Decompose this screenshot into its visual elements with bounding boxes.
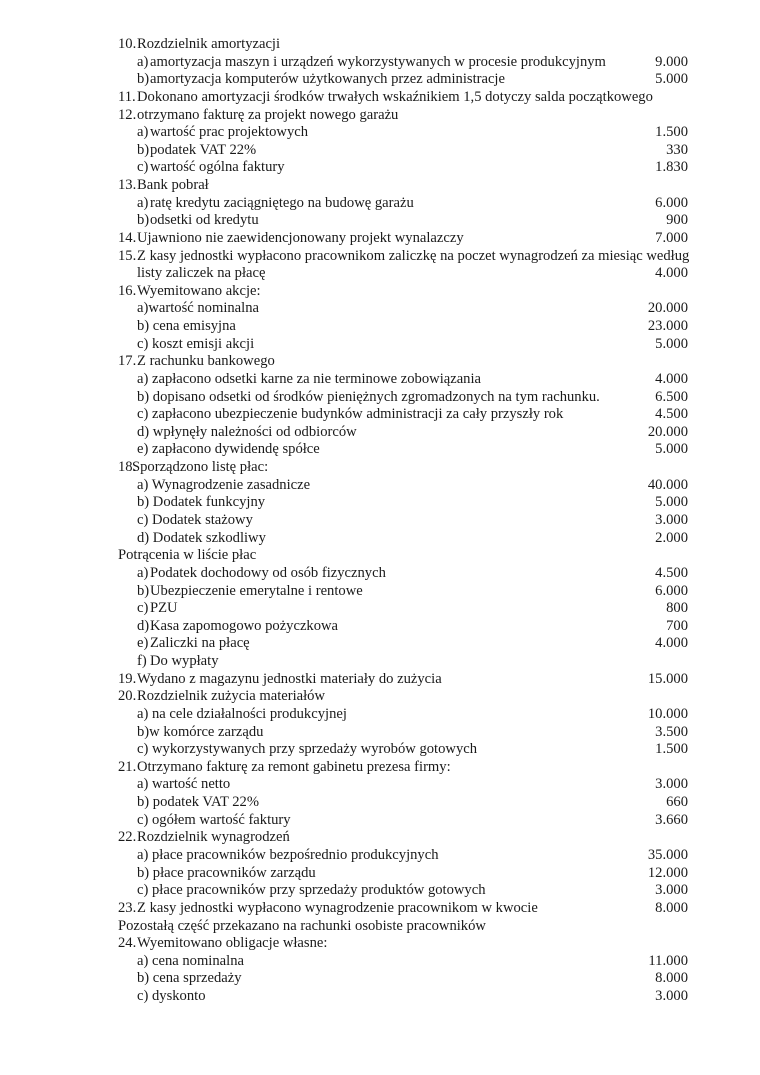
document-line bbox=[0, 529, 760, 547]
line-marker: f) bbox=[137, 653, 147, 670]
line-amount: 12.000 bbox=[647, 864, 688, 881]
document-line bbox=[0, 740, 760, 758]
document-line bbox=[0, 758, 760, 776]
line-text: Dokonano amortyzacji środków trwałych wskaźnikiem 1,5 dotyczy salda początkowego bbox=[137, 88, 653, 105]
line-marker: c) bbox=[137, 600, 149, 617]
line-amount: 1.500 bbox=[655, 741, 688, 758]
line-amount: 3.000 bbox=[655, 512, 688, 528]
line-text: Potrącenia w liście płac bbox=[118, 547, 257, 564]
line-text: Podatek dochodowy od osób fizycznych bbox=[150, 564, 386, 581]
line-amount: 4.500 bbox=[655, 564, 688, 581]
document-line bbox=[0, 106, 760, 124]
line-text: otrzymano fakturę za projekt nowego garażu bbox=[137, 106, 399, 123]
document-line bbox=[0, 123, 760, 141]
line-amount: 900 bbox=[666, 212, 688, 229]
document-line bbox=[0, 617, 760, 635]
line-text: a) płace pracowników bezpośrednio produkcyjnych bbox=[137, 846, 439, 863]
line-marker: 13. bbox=[118, 177, 137, 194]
line-amount: 5.000 bbox=[655, 494, 688, 511]
line-text: Z rachunku bankowego bbox=[137, 353, 275, 370]
document-line bbox=[0, 458, 760, 476]
line-marker: 15. bbox=[118, 247, 137, 264]
line-text: Do wypłaty bbox=[150, 653, 219, 670]
line-marker: b) bbox=[137, 71, 150, 88]
document-line bbox=[0, 864, 760, 882]
document-line bbox=[0, 282, 760, 300]
line-marker: 12. bbox=[118, 106, 137, 123]
line-text: ratę kredytu zaciągniętego na budowę garażu bbox=[150, 194, 414, 211]
document-line bbox=[0, 423, 760, 441]
document-line bbox=[0, 405, 760, 423]
line-text: Kasa zapomogowo pożyczkowa bbox=[150, 617, 339, 634]
document-line bbox=[0, 476, 760, 494]
line-text: listy zaliczek na płacę bbox=[137, 265, 266, 282]
document-line bbox=[0, 652, 760, 670]
line-text: Wyemitowano akcje: bbox=[137, 282, 261, 299]
document-line bbox=[0, 511, 760, 529]
document-line bbox=[0, 881, 760, 899]
line-marker: a) bbox=[137, 564, 149, 581]
line-text: c) wykorzystywanych przy sprzedaży wyrobów gotowych bbox=[137, 741, 478, 758]
line-text: d) Dodatek szkodliwy bbox=[137, 529, 266, 546]
line-text: a) cena nominalna bbox=[137, 952, 244, 969]
line-text: b) podatek VAT 22% bbox=[137, 794, 260, 811]
document-line bbox=[0, 775, 760, 793]
document-line bbox=[0, 247, 760, 265]
line-marker: b) bbox=[137, 212, 150, 229]
line-amount: 3.000 bbox=[655, 988, 688, 1005]
line-text: Wyemitowano obligacje własne: bbox=[137, 935, 328, 952]
line-text: a)wartość nominalna bbox=[137, 300, 259, 317]
document-line bbox=[0, 352, 760, 370]
line-marker: 16. bbox=[118, 282, 137, 299]
line-text: c) ogółem wartość faktury bbox=[137, 811, 291, 828]
line-marker: 24. bbox=[118, 935, 137, 952]
line-text: c) płace pracowników przy sprzedaży produktów gotowych bbox=[137, 882, 486, 899]
line-amount: 800 bbox=[666, 600, 688, 617]
line-text: b) Dodatek funkcyjny bbox=[137, 494, 266, 511]
line-text: c) koszt emisji akcji bbox=[137, 335, 255, 352]
line-amount: 3.500 bbox=[655, 723, 688, 740]
document-line bbox=[0, 158, 760, 176]
line-text: podatek VAT 22% bbox=[150, 141, 257, 158]
line-text: c) Dodatek stażowy bbox=[137, 512, 253, 528]
line-text: odsetki od kredytu bbox=[150, 212, 259, 229]
line-amount: 5.000 bbox=[655, 71, 688, 88]
line-amount: 15.000 bbox=[647, 670, 688, 687]
line-amount: 20.000 bbox=[647, 423, 688, 440]
line-text: d) wpłynęły należności od odbiorców bbox=[137, 423, 357, 440]
document-line bbox=[0, 899, 760, 917]
line-amount: 4.000 bbox=[655, 635, 688, 652]
line-text: PZU bbox=[150, 600, 178, 617]
line-amount: 4.500 bbox=[655, 406, 688, 423]
line-amount: 11.000 bbox=[648, 952, 688, 969]
line-marker: b) bbox=[137, 141, 150, 158]
document-line bbox=[0, 546, 760, 564]
line-amount: 6.000 bbox=[655, 194, 688, 211]
document-line bbox=[0, 176, 760, 194]
line-amount: 9.000 bbox=[655, 53, 688, 70]
document-line bbox=[0, 793, 760, 811]
line-amount: 40.000 bbox=[647, 476, 688, 493]
document-line bbox=[0, 828, 760, 846]
document-line bbox=[0, 194, 760, 212]
line-marker: 17. bbox=[118, 353, 137, 370]
line-amount: 10.000 bbox=[647, 705, 688, 722]
line-amount: 8.000 bbox=[655, 970, 688, 987]
line-text: amortyzacja maszyn i urządzeń wykorzystywanych w procesie produkcyjnym bbox=[150, 53, 606, 70]
line-marker: 21. bbox=[118, 758, 137, 775]
line-marker: 20. bbox=[118, 688, 137, 705]
line-marker: a) bbox=[137, 194, 149, 211]
line-amount: 23.000 bbox=[647, 318, 688, 335]
document-line bbox=[0, 317, 760, 335]
line-text: a) Wynagrodzenie zasadnicze bbox=[137, 476, 311, 493]
document-line bbox=[0, 846, 760, 864]
line-text: e) zapłacono dywidendę spółce bbox=[137, 441, 320, 458]
line-text: a) wartość netto bbox=[137, 776, 231, 793]
document-line bbox=[0, 811, 760, 829]
line-text: Rozdzielnik wynagrodzeń bbox=[137, 829, 290, 846]
line-text: b) cena sprzedaży bbox=[137, 970, 242, 987]
line-text: Rozdzielnik zużycia materiałów bbox=[137, 688, 326, 705]
document-line bbox=[0, 370, 760, 388]
document-line bbox=[0, 599, 760, 617]
line-marker: 23. bbox=[118, 899, 137, 916]
line-amount: 5.000 bbox=[655, 441, 688, 458]
line-amount: 1.500 bbox=[655, 124, 688, 141]
line-text: c) dyskonto bbox=[137, 988, 206, 1005]
line-amount: 5.000 bbox=[655, 335, 688, 352]
line-text: wartość ogólna faktury bbox=[150, 159, 285, 176]
line-marker: 19. bbox=[118, 670, 137, 687]
line-amount: 330 bbox=[666, 141, 688, 158]
line-amount: 3.000 bbox=[655, 776, 688, 793]
document-line bbox=[0, 299, 760, 317]
line-amount: 6.000 bbox=[655, 582, 688, 599]
line-text: c) zapłacono ubezpieczenie budynków administracji za cały przyszły rok bbox=[137, 406, 564, 423]
line-marker: 14. bbox=[118, 229, 137, 246]
line-amount: 700 bbox=[666, 617, 688, 634]
line-text: b) cena emisyjna bbox=[137, 318, 236, 335]
line-text: a) na cele działalności produkcyjnej bbox=[137, 705, 347, 722]
line-text: a) zapłacono odsetki karne za nie terminowe zobowiązania bbox=[137, 370, 482, 387]
line-amount: 7.000 bbox=[655, 229, 688, 246]
line-amount: 3.000 bbox=[655, 882, 688, 899]
document-line bbox=[0, 687, 760, 705]
line-text: Rozdzielnik amortyzacji bbox=[137, 36, 281, 52]
line-amount: 3.660 bbox=[655, 811, 688, 828]
line-marker: 10. bbox=[118, 36, 137, 52]
document-line bbox=[0, 564, 760, 582]
line-amount: 6.500 bbox=[655, 388, 688, 405]
line-marker: d) bbox=[137, 617, 150, 634]
line-text: b) dopisano odsetki od środków pieniężnych zgromadzonych na tym rachunku. bbox=[137, 388, 600, 405]
line-marker: 22. bbox=[118, 829, 137, 846]
line-text: amortyzacja komputerów użytkowanych przez administracje bbox=[150, 71, 505, 88]
document-line bbox=[0, 229, 760, 247]
line-text: Bank pobrał bbox=[137, 177, 209, 194]
line-marker: e) bbox=[137, 635, 149, 652]
document-line bbox=[0, 493, 760, 511]
line-text: b) płace pracowników zarządu bbox=[137, 864, 316, 881]
document-line bbox=[0, 35, 760, 53]
line-text: b)w komórce zarządu bbox=[137, 723, 264, 740]
document-line bbox=[0, 634, 760, 652]
line-text: Wydano z magazynu jednostki materiały do zużycia bbox=[137, 670, 442, 687]
line-text: Ujawniono nie zaewidencjonowany projekt wynalazczy bbox=[137, 229, 464, 246]
document-line bbox=[0, 670, 760, 688]
document-line bbox=[0, 952, 760, 970]
line-text: Otrzymano fakturę za remont gabinetu prezesa firmy: bbox=[137, 758, 451, 775]
line-text: Zaliczki na płacę bbox=[150, 635, 250, 652]
line-marker: a) bbox=[137, 53, 149, 70]
document-line bbox=[0, 987, 760, 1005]
line-amount: 8.000 bbox=[655, 899, 688, 916]
line-marker: b) bbox=[137, 582, 150, 599]
document-line bbox=[0, 934, 760, 952]
line-amount: 20.000 bbox=[647, 300, 688, 317]
line-text: Z kasy jednostki wypłacono pracownikom zaliczkę na poczet wynagrodzeń za miesiąc według bbox=[137, 247, 690, 264]
document-line bbox=[0, 211, 760, 229]
document-line bbox=[0, 53, 760, 71]
line-marker: 18. bbox=[118, 459, 137, 476]
line-text: Ubezpieczenie emerytalne i rentowe bbox=[150, 582, 363, 599]
line-amount: 660 bbox=[666, 794, 688, 811]
line-marker: 11. bbox=[118, 88, 136, 105]
document-line bbox=[0, 88, 760, 106]
document-line bbox=[0, 723, 760, 741]
line-marker: c) bbox=[137, 159, 149, 176]
document-line bbox=[0, 582, 760, 600]
line-amount: 2.000 bbox=[655, 529, 688, 546]
line-text: Sporządzono listę płac: bbox=[132, 459, 269, 476]
line-amount: 35.000 bbox=[647, 846, 688, 863]
document-line bbox=[0, 70, 760, 88]
document-line bbox=[0, 335, 760, 353]
document-line bbox=[0, 440, 760, 458]
document-line bbox=[0, 141, 760, 159]
line-amount: 1.830 bbox=[655, 159, 688, 176]
document-line bbox=[0, 264, 760, 282]
line-amount: 4.000 bbox=[655, 265, 688, 282]
document-line bbox=[0, 705, 760, 723]
document-line bbox=[0, 388, 760, 406]
line-amount: 4.000 bbox=[655, 370, 688, 387]
document-line bbox=[0, 917, 760, 935]
line-marker: a) bbox=[137, 124, 149, 141]
document-line bbox=[0, 969, 760, 987]
line-text: Z kasy jednostki wypłacono wynagrodzenie pracownikom w kwocie bbox=[137, 899, 538, 916]
line-text: wartość prac projektowych bbox=[150, 124, 309, 141]
line-text: Pozostałą część przekazano na rachunki osobiste pracowników bbox=[118, 917, 486, 934]
